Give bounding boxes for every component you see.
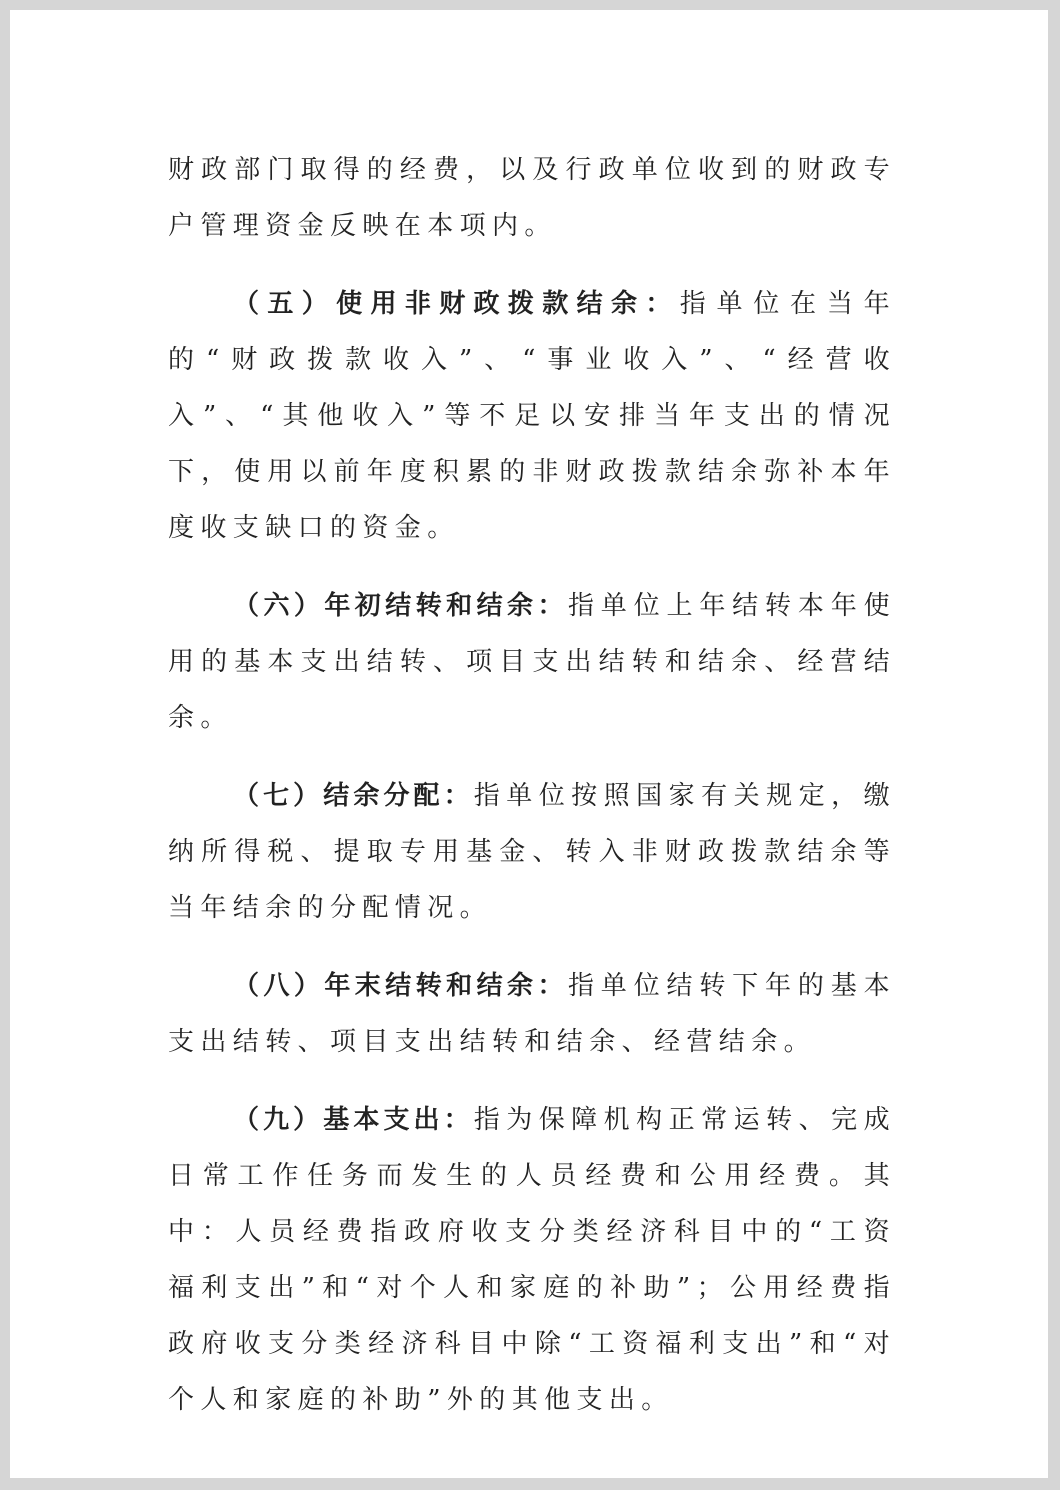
paragraph-text: 指单位上年结转本年使用的基本支出结转、项目支出结转和结余、经营结余。 bbox=[168, 591, 896, 733]
term-heading: （八）年末结转和结余： bbox=[233, 971, 568, 1001]
paragraph-item-5 bbox=[168, 276, 896, 556]
term-heading: （七）结余分配： bbox=[233, 781, 474, 811]
term-heading: （五）使用非财政拨款结余： bbox=[233, 289, 680, 319]
paragraph-text: 指为保障机构正常运转、完成日常工作任务而发生的人员经费和公用经费。其中：人员经费指政府收支分类经济科目中的“工资福利支出”和“对个人和家庭的补助”；公用经费指政府收支分类经济科目中除“工资福利支出”和“对个人和家庭的补助”外的其他支出。 bbox=[168, 1105, 896, 1415]
paragraph-text: 指单位在当年的“财政拨款收入”、“事业收入”、“经营收入”、“其他收入”等不足以安排当年支出的情况下，使用以前年度积累的非财政拨款结余弥补本年度收支缺口的资金。 bbox=[168, 289, 896, 543]
paragraph-item-7 bbox=[168, 768, 896, 936]
term-heading: （九）基本支出： bbox=[233, 1105, 474, 1135]
term-heading: （六）年初结转和结余： bbox=[233, 591, 568, 621]
document-body bbox=[168, 142, 896, 1450]
document-page bbox=[10, 10, 1048, 1478]
paragraph-item-8 bbox=[168, 958, 896, 1070]
paragraph-text: 指单位结转下年的基本支出结转、项目支出结转和结余、经营结余。 bbox=[168, 971, 896, 1057]
paragraph-text: 指单位按照国家有关规定，缴纳所得税、提取专用基金、转入非财政拨款结余等当年结余的分配情况。 bbox=[168, 781, 896, 923]
paragraph-item-9 bbox=[168, 1092, 896, 1428]
paragraph-item-6 bbox=[168, 578, 896, 746]
paragraph-continuation bbox=[168, 142, 896, 254]
paragraph-text: 财政部门取得的经费，以及行政单位收到的财政专户管理资金反映在本项内。 bbox=[168, 155, 896, 241]
